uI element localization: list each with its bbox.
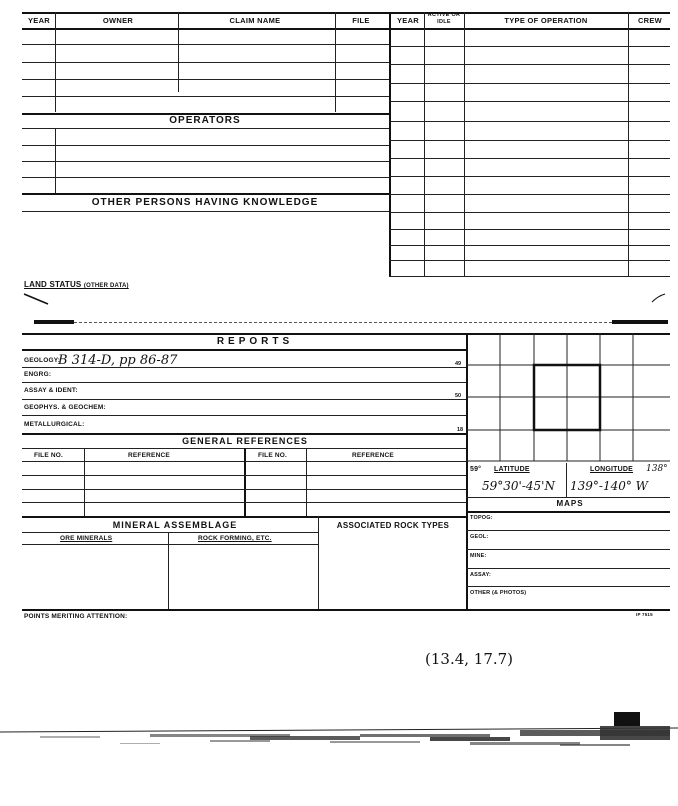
row-line — [22, 502, 466, 503]
row-line — [389, 176, 670, 177]
operators-heading: OPERATORS — [169, 115, 241, 126]
maps-assay: ASSAY: — [470, 572, 492, 578]
location-grid — [466, 333, 670, 463]
maps-mine: MINE: — [470, 553, 487, 559]
general-references-heading: GENERAL REFERENCES — [182, 436, 308, 446]
row-line — [22, 382, 466, 383]
row-line — [389, 260, 670, 261]
row-line — [22, 193, 389, 195]
row-line — [22, 475, 466, 476]
geology-label: GEOLOGY: — [24, 357, 61, 364]
report-num: 50 — [455, 393, 462, 399]
land-status-label: LAND STATUS (OTHER DATA) — [24, 280, 129, 289]
header-crew: CREW — [637, 16, 663, 25]
col-line — [306, 448, 307, 516]
geology-value: B 314-D, pp 86-87 — [58, 353, 178, 368]
header-type-of-operation: TYPE OF OPERATION — [504, 16, 588, 25]
row-line — [22, 62, 389, 63]
row-line — [466, 586, 670, 587]
row-line — [466, 549, 670, 550]
row-line — [22, 44, 389, 45]
ore-minerals-header: ORE MINERALS — [60, 535, 113, 542]
report-num: 18 — [457, 427, 464, 433]
header-year-right: YEAR — [396, 16, 420, 25]
bottom-border — [22, 609, 670, 611]
header-owner: OWNER — [102, 16, 134, 25]
scan-noise-band — [0, 712, 678, 772]
row-line — [22, 544, 318, 545]
associated-rock-types-heading: ASSOCIATED ROCK TYPES — [336, 521, 450, 530]
row-line — [22, 433, 466, 435]
col-line — [318, 516, 319, 609]
row-line — [22, 399, 466, 400]
col-line — [84, 448, 85, 516]
row-line — [389, 245, 670, 246]
form-code: IP 7515 — [636, 612, 653, 617]
row-line — [389, 212, 670, 213]
report-num: 49 — [455, 361, 462, 367]
row-line — [389, 276, 670, 277]
row-line — [389, 121, 670, 122]
header-underline — [22, 28, 670, 30]
row-line — [22, 415, 466, 416]
top-border — [22, 12, 670, 14]
header-file: FILE — [352, 16, 370, 25]
row-line — [22, 211, 389, 212]
row-line — [22, 145, 389, 146]
maps-topog: TOPOG: — [470, 515, 493, 521]
engrg-label: ENGRG: — [24, 371, 52, 378]
row-line — [466, 568, 670, 569]
latitude-label: LATITUDE — [494, 466, 530, 473]
assay-label: ASSAY & IDENT: — [24, 387, 78, 394]
maps-heading: MAPS — [556, 499, 584, 508]
col-line — [168, 532, 169, 609]
row-line — [22, 161, 389, 162]
row-line — [389, 229, 670, 230]
corner-mark-icon — [650, 292, 668, 304]
row-line — [22, 96, 389, 97]
col-line — [464, 12, 465, 277]
row-line — [389, 46, 670, 47]
other-persons-heading: OTHER PERSONS HAVING KNOWLEDGE — [91, 197, 319, 208]
reference-header: REFERENCE — [352, 452, 394, 459]
rock-forming-header: ROCK FORMING, ETC. — [198, 535, 272, 542]
scan-mark — [34, 320, 74, 324]
row-line — [389, 101, 670, 102]
mineral-assemblage-heading: MINERAL ASSEMBLAGE — [112, 520, 238, 530]
latitude-value: 59°30'-45'N — [482, 479, 555, 493]
row-line — [22, 177, 389, 178]
row-line — [22, 532, 318, 533]
geophys-label: GEOPHYS. & GEOCHEM: — [24, 404, 106, 411]
metallurgical-label: METALLURGICAL: — [24, 421, 85, 428]
scan-mark — [612, 320, 668, 324]
col-line — [178, 12, 179, 92]
reports-heading: REPORTS — [216, 336, 294, 347]
lon-suffix: 138° — [646, 464, 668, 474]
col-line — [566, 463, 567, 497]
row-line — [389, 194, 670, 195]
points-meriting-label: POINTS MERITING ATTENTION: — [24, 613, 128, 620]
longitude-label: LONGITUDE — [590, 466, 634, 473]
longitude-value: 139°-140° W — [570, 479, 649, 493]
row-line — [22, 349, 466, 351]
maps-geol: GEOL: — [470, 534, 489, 540]
row-line — [22, 79, 389, 80]
col-line-main — [389, 12, 391, 277]
file-no-header: FILE NO. — [34, 452, 64, 459]
row-line — [22, 128, 389, 129]
row-line — [22, 367, 466, 368]
file-no-header: FILE NO. — [258, 452, 288, 459]
lat-prefix: 59° — [470, 466, 482, 473]
tear-line — [74, 322, 612, 323]
row-line — [22, 516, 466, 518]
col-line — [244, 448, 246, 516]
row-line — [389, 64, 670, 65]
header-year: YEAR — [27, 16, 51, 25]
row-line — [466, 511, 670, 513]
handwritten-coords: (13.4, 17.7) — [425, 650, 514, 668]
row-line — [466, 497, 670, 498]
row-line — [389, 140, 670, 141]
row-line — [466, 530, 670, 531]
corner-mark-icon — [22, 292, 52, 306]
header-active-or-idle: ACTIVE OR IDLE — [427, 12, 461, 25]
row-line — [389, 83, 670, 84]
maps-other: OTHER (& PHOTOS) — [470, 590, 527, 596]
row-line — [22, 489, 466, 490]
reference-header: REFERENCE — [128, 452, 170, 459]
row-line — [389, 158, 670, 159]
header-claim-name: CLAIM NAME — [229, 16, 281, 25]
col-line — [628, 12, 629, 277]
col-line — [424, 12, 425, 277]
